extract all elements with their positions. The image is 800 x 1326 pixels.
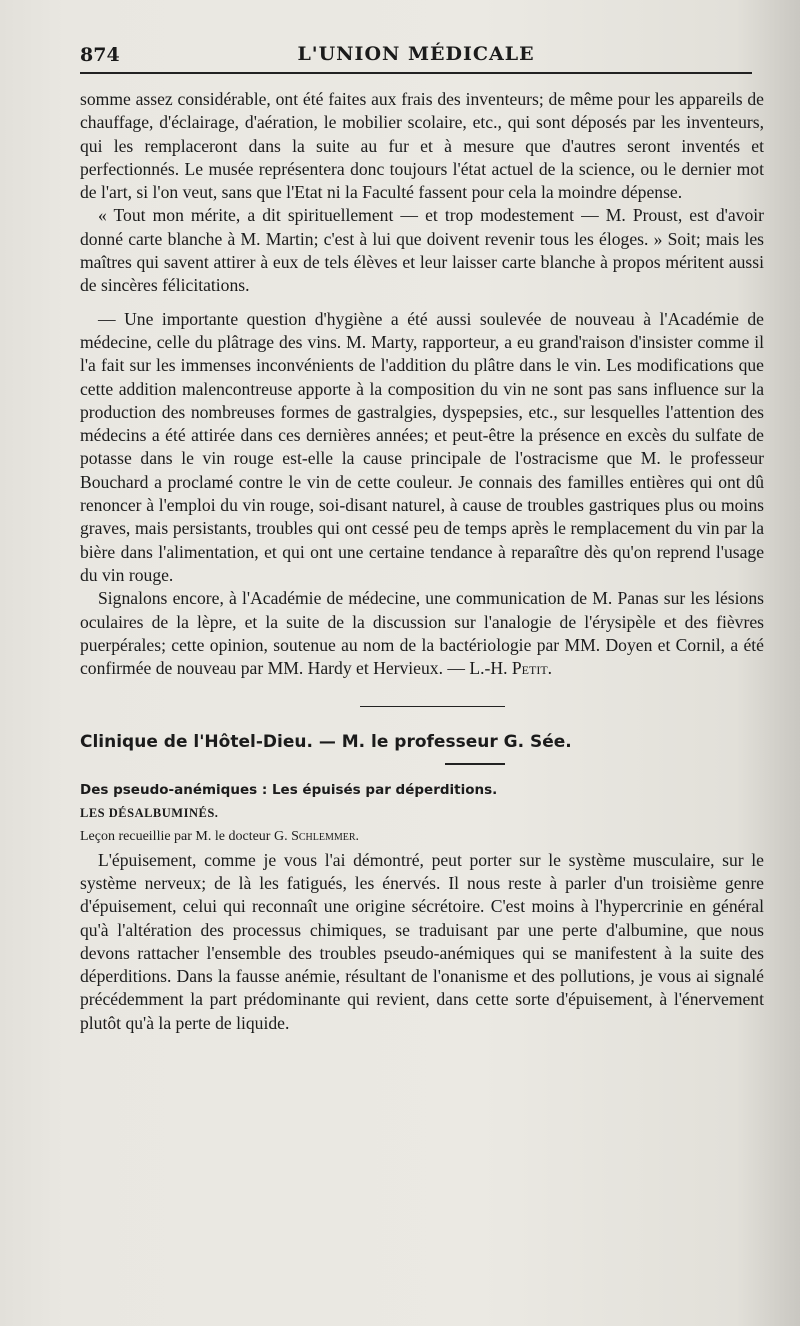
lecture-note-prefix: Leçon recueillie par M. le docteur G.: [80, 829, 292, 845]
clinic-paragraph-1: L'épuisement, comme je vous l'ai démontré, peut porter sur le système musculaire, sur le système nerveux; de là les fatigués, les énervés. Il nous reste à parler d'un troisième genre d'épuisement, celui qui reconnaît une origine sécrétoire. C'est moins à l'hypercrinie en général qu'à l'altération des processus chimiques, se traduisant par une perte d'albumine, que nous devons rattacher l'ensemble des troubles pseudo-anémiques qui se manifestent à la suite des déperditions. Dans la fausse anémie, résultant de l'onanisme et des pollutions, je vous ai signalé précédemment la part prédominante qui revient, dans cette sorte d'épuisement, à l'énervement plutôt qu'à la perte de liquide.: [80, 849, 764, 1033]
clinic-subheading: Des pseudo-anémiques : Les épuisés par déperditions.: [80, 781, 498, 798]
article-paragraph-1: somme assez considérable, ont été faites aux frais des inventeurs; de même pour les appareils de chauffage, d'éclairage, d'aération, le mobilier scolaire, etc., qui sont déposés par les inventeurs, qui les remplaceront dans la suite au fur et à mesure que d'autres seront inventés et perfectionnés. Le musée représentera donc toujours l'état actuel de la science, ou le dernier mot de l'art, si l'on veut, sans que l'Etat ni la Faculté fassent pour cela la moindre dépense.: [80, 89, 764, 203]
header-rule: [80, 72, 752, 74]
article-paragraph-2: « Tout mon mérite, a dit spirituellement — et trop modestement — M. Proust, est d'avoir donné carte blanche à M. Martin; c'est à lui que doivent revenir tous les éloges. » Soit; mais les maîtres qui savent attirer à eux de tels élèves et leur laisser carte blanche à propos méritent aussi de sincères félicitations.: [80, 205, 764, 296]
clinic-heading: Clinique de l'Hôtel-Dieu. — M. le professeur G. Sée.: [80, 732, 572, 753]
clinic-section-title: LES DÉSALBUMINÉS.: [80, 806, 219, 821]
article-paragraph-4-end: .: [547, 658, 553, 679]
lecture-note: [80, 825, 764, 848]
section-divider: [360, 706, 505, 707]
clinic-heading-rule: [445, 763, 505, 765]
article-paragraph-4-text: Signalons encore, à l'Académie de médecine, une communication de M. Panas sur les lésions oculaires de la lèpre, et la suite de la discussion sur l'analogie de l'érysipèle et des fièvres puerpérales; cette opinion, soutenue au nom de la bactériologie par MM. Doyen et Cornil, a été confirmée de nouveau par MM. Hardy et Hervieux. — L.-H.: [80, 588, 764, 679]
page-number: 874: [80, 44, 120, 66]
author-signature: Petit: [511, 658, 548, 679]
article-body: [80, 88, 764, 1035]
lecture-note-suffix: .: [355, 829, 360, 845]
running-title: L'UNION MÉDICALE: [297, 43, 535, 65]
page-header: [80, 40, 752, 68]
lecture-note-name: Schlemmer: [291, 829, 356, 845]
article-paragraph-3: — Une importante question d'hygiène a été aussi soulevée de nouveau à l'Académie de médecine, celle du plâtrage des vins. M. Marty, rapporteur, a eu grand'raison d'insister comme il l'a fait sur les immenses inconvénients de l'addition du plâtre dans le vin. Les modifications que cette addition malencontreuse apporte à la composition du vin ne sont pas sans influence sur la production des nombreuses formes de gastralgies, dyspepsies, etc., sur lesquelles l'attention des médecins a été attirée dans ces dernières années; et peut-être la présence en excès du sulfate de potasse dans le vin rouge est-elle la cause principale de l'ostracisme que M. le professeur Bouchard a proclamé contre le vin de cette couleur. Je connais des familles entières qui ont dû renoncer à l'emploi du vin rouge, soi-disant naturel, à cause de troubles gastriques plus ou moins graves, mais persistants, troubles qui ont cessé peu de temps après le remplacement du vin par la bière dans l'alimentation, et qui ont une certaine tendance à reparaître dès qu'on reprend l'usage du vin rouge.: [80, 308, 764, 585]
article-paragraph-4: [80, 587, 764, 680]
